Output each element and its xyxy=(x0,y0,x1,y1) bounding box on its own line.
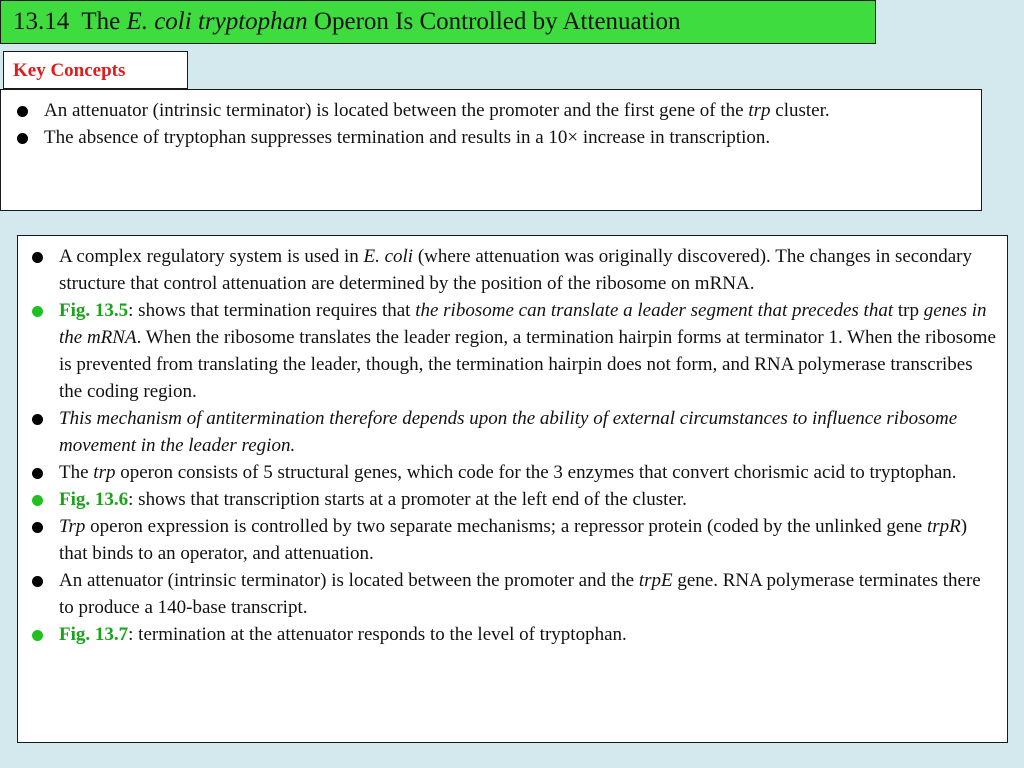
main-bullet-list xyxy=(30,243,999,648)
bullet-item: The trp operon consists of 5 structural genes, which code for the 3 enzymes that convert chorismic acid to tryptophan. xyxy=(30,459,999,486)
bullet-icon xyxy=(32,252,43,263)
fig-13-5-link[interactable]: Fig. 13.5 xyxy=(59,300,129,321)
bullet-icon xyxy=(32,522,43,533)
bullet-item-fig-13-7: Fig. 13.7: termination at the attenuator responds to the level of tryptophan. xyxy=(30,621,999,648)
bullet-icon xyxy=(32,576,43,587)
key-concepts-label: Key Concepts xyxy=(3,51,188,89)
title-number: 13.14 xyxy=(13,8,70,35)
title-the: The xyxy=(81,8,121,35)
bullet-icon xyxy=(32,414,43,425)
bullet-icon xyxy=(17,133,28,144)
bullet-item: This mechanism of antitermination therefore depends upon the ability of external circumstances to influence ribosome movement in the leader region. xyxy=(30,405,999,459)
slide-title xyxy=(0,0,876,44)
bullet-icon xyxy=(17,106,28,117)
fig-13-7-link[interactable]: Fig. 13.7 xyxy=(59,624,129,645)
bullet-item-fig-13-5: Fig. 13.5: shows that termination requires that the ribosome can translate a leader segment that precedes that trp genes in the mRNA. When the ribosome translates the leader region, a termination hairpin forms at terminator 1. When the ribosome is prevented from translating the leader, though, the termination hairpin does not form, and RNA polymerase transcribes the coding region. xyxy=(30,297,999,405)
bullet-item: An attenuator (intrinsic terminator) is located between the promoter and the trpE gene. RNA polymerase terminates there to produce a 140-base transcript. xyxy=(30,567,999,621)
main-content-box xyxy=(17,235,1008,743)
title-organism: E. coli xyxy=(126,8,192,35)
key-concepts-box xyxy=(0,89,982,211)
title-rest: Operon Is Controlled by Attenuation xyxy=(313,8,681,35)
bullet-item: A complex regulatory system is used in E. coli (where attenuation was originally discovered). The changes in secondary structure that control attenuation are determined by the position of the ribosome on mRNA. xyxy=(30,243,999,297)
bullet-icon xyxy=(32,630,43,641)
key-concept-item: The absence of tryptophan suppresses termination and results in a 10× increase in transcription. xyxy=(15,124,969,151)
key-concepts-list xyxy=(15,97,969,151)
fig-13-6-link[interactable]: Fig. 13.6 xyxy=(59,489,129,510)
bullet-item: Trp operon expression is controlled by two separate mechanisms; a repressor protein (coded by the unlinked gene trpR) that binds to an operator, and attenuation. xyxy=(30,513,999,567)
bullet-icon xyxy=(32,306,43,317)
key-concept-item: An attenuator (intrinsic terminator) is located between the promoter and the first gene of the trp cluster. xyxy=(15,97,969,124)
bullet-icon xyxy=(32,495,43,506)
bullet-item-fig-13-6: Fig. 13.6: shows that transcription starts at a promoter at the left end of the cluster. xyxy=(30,486,999,513)
bullet-icon xyxy=(32,468,43,479)
title-gene: tryptophan xyxy=(197,8,308,35)
